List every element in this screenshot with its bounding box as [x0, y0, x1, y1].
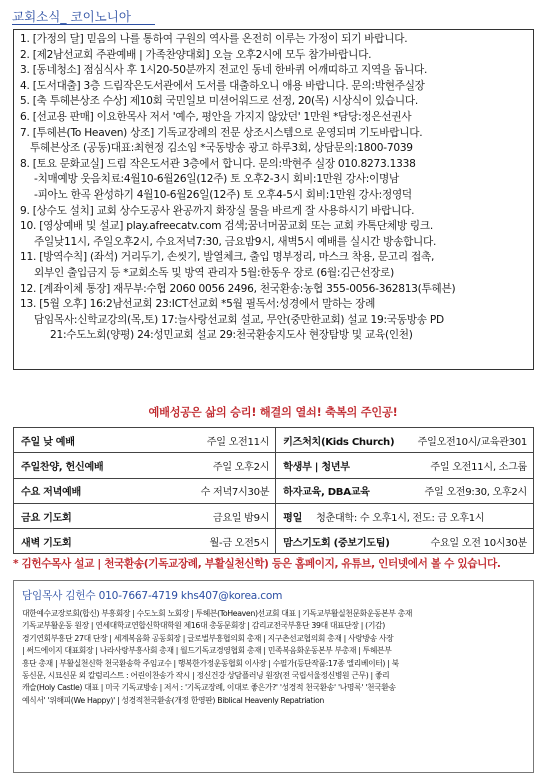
service-time: 금요일 밤9시 — [212, 512, 270, 524]
service-schedule-table — [13, 427, 534, 554]
service-time: 주일 오전11시, 소그룹 — [430, 461, 527, 473]
news-item: -피아노 한곡 완성하기 4월10-6월26일(12주) 토 오후4-5시 회비:1만원 강사:정영덕 — [34, 188, 412, 201]
service-time: 수 저녁7시30분 — [200, 487, 270, 499]
service-name: 주일찬양, 헌신예배 — [21, 461, 104, 473]
service-name: 수요 저녁예배 — [21, 487, 81, 499]
news-item: 7. [투헤븐(To Heaven) 상조] 기독교장례의 전문 상조시스템으로 운영되며 기도바랍니다. — [20, 126, 423, 139]
news-item: 외부인 출입금지 등 *교회소독 및 방역 관리자 5월:한동우 장로 (6월:김근선장로) — [34, 266, 394, 279]
pastor-bio-line: 캐슬(Holy Castle) 대표 | 미국 기독교방송 | 저서 : '기독교장례, 이대로 좋은가?' '성경적 천국환송' '나명록' '천국환송 — [22, 683, 396, 693]
news-item: 13. [5월 오후] 16:2남선교회 23:ICT선교회 *5월 필독서:성경에서 말하는 장례 — [20, 298, 376, 311]
service-name: 평일 — [283, 512, 303, 524]
section-title: 교회소식_ 코이노니아 — [12, 9, 131, 24]
pastor-bio-line: 흥단 총재 | 부활실천신학 천국환송학 주임교수 | 행복한가정운동협회 이사장 | 수필가(등단작품:17종 엘리베이터) | 북 — [22, 658, 399, 668]
service-name: 맘스기도회 (중보기도팀) — [283, 537, 390, 549]
service-name: 하자교육, DBA교육 — [283, 487, 370, 499]
news-item: 11. [방역수칙] (좌석) 거리두기, 손씻기, 발열체크, 출입 명부정리, 마스크 착용, 문고리 접촉, — [20, 251, 435, 264]
news-item: 담임목사:신학교강의(목,토) 17:늘사랑선교회 설교, 무안(중만한교회) 설교 19:국동방송 PD — [34, 313, 444, 326]
pastor-bio-line: 경기연회부흥단 27대 단장 | 세계복음화 공동회장 | 글로벌부흥협의회 총재 | 지구촌선교협의회 총재 | 사랑방송 사장 — [22, 633, 394, 643]
sermon-notice: * 김헌수목사 설교 | 천국환송(기독교장례, 부활실천신학) 등은 홈페이지, 유튜브, 인터넷에서 볼 수 있습니다. — [13, 558, 501, 570]
news-item: 3. [동네청소] 점심식사 후 1시20-50분까지 전교인 동네 한바퀴 어깨띠하고 지역을 돕니다. — [20, 64, 428, 77]
service-name: 학생부 | 청년부 — [283, 461, 350, 473]
news-item: -치매예방 웃음치료:4월10-6월26일(12주) 토 오후2-3시 회비:1만원 강사:이명남 — [34, 173, 400, 186]
news-item: 12. [계좌이체 통장] 재무부:수협 2060 0056 2496, 천국환송:농협 355-0056-362813(투헤븐) — [20, 282, 456, 295]
pastor-contact: 담임목사 김헌수 010-7667-4719 khs407@korea.com — [22, 590, 283, 602]
news-item: 주일낮11시, 주일오후2시, 수요저녁7:30, 금요밤9시, 새벽5시 예배를 실시간 방송합니다. — [34, 235, 437, 248]
pastor-bio-line: 기독교부활운동 원장 | 연세대학교연합신학대학원 제16대 총동문회장 | 감리교전국부흥단 39대 대표단장 | (기감) — [22, 621, 385, 631]
title-underline — [12, 24, 155, 25]
service-time: 청춘대학: 수 오후1시, 전도: 금 오후1시 — [316, 512, 485, 524]
service-name: 키즈처치(Kids Church) — [283, 436, 395, 448]
service-time: 주일 오후2시 — [212, 461, 270, 473]
news-item: 투헤븐상조 (공동)대표:최현정 김소임 *국동방송 광고 하루3회, 상담문의:1800-7039 — [30, 142, 413, 155]
service-name: 새벽 기도회 — [21, 537, 72, 549]
slogan: 예배성공은 삶의 승리! 해결의 열쇠! 축복의 주인공! — [148, 406, 398, 419]
service-name: 주일 낮 예배 — [21, 436, 75, 448]
table-row — [14, 428, 534, 453]
pastor-bio-line: 대한예수교장로회(합신) 부흥회장 | 수도노회 노회장 | 투헤븐(ToHeaven)선교회 대표 | 기독교부활실천문화운동본부 총재 — [22, 609, 413, 618]
pastor-bio-line: | 써드에이지 대표회장 | 나라사랑부흥사회 총재 | 월드기독교경영협회 총재 | 민족복음화운동본부 부총재 | 투헤븐부 — [22, 646, 392, 656]
table-row — [14, 503, 534, 528]
pastor-bio-line: 예식서' '위해피(We Happy)' | 성경적천국환송(개정 한영판) Biblical Heavenly Repatriation — [22, 695, 325, 705]
pastor-profile-box — [13, 580, 534, 773]
table-row — [14, 453, 534, 478]
news-item: 4. [도서대출] 3층 드림작은도서관에서 도서를 대출하오니 애용 바랍니다. 문의:박현주실장 — [20, 79, 425, 92]
news-item: 2. [제2남선교회 주관예배 | 가족찬양대회] 오늘 오후2시에 모두 참가바랍니다. — [20, 48, 372, 61]
news-item: 1. [가정의 달] 믿음의 나를 통하여 구원의 역사를 온전히 이루는 가정이 되기 바랍니다. — [20, 33, 408, 45]
service-time: 월-금 오전5시 — [209, 537, 270, 549]
news-item: 9. [상수도 설치] 교회 상수도공사 완공까지 화장실 물을 바르게 잘 사용하시기 바랍니다. — [20, 204, 415, 217]
news-item: 5. [축 투헤븐상조 수상] 제10회 국민일보 미션어워드로 선정, 20(목) 시상식이 있습니다. — [20, 95, 418, 108]
table-row — [14, 478, 534, 503]
news-item: 10. [영상예배 및 설교] play.afreecatv.com 검색;꿈너머꿈교회 또는 교회 카톡단체방 링크. — [20, 220, 434, 233]
service-time: 주일 오전9:30, 오후2시 — [424, 487, 527, 499]
pastor-bio-line: 동신문, 시묘신문 외 칼럼리스트 : 어린이찬송가 작시 | 정신건강 상담플러닝 원장(전 국립서울정신병원 근무) | 좋리 — [22, 671, 390, 681]
service-time: 주일오전10시/교육관301 — [417, 436, 527, 448]
service-time: 주일 오전11시 — [206, 436, 270, 448]
church-news-box — [13, 29, 534, 370]
table-row — [14, 529, 534, 554]
news-item: 6. [선교용 판매] 이요한목사 저서 '예수, 평안을 가지지 않았던' 1만원 *담당:정은선권사 — [20, 110, 412, 123]
news-item: 8. [토요 문화교실] 드림 작은도서관 3층에서 합니다. 문의:박현주 실장 010.8273.1338 — [20, 157, 416, 170]
service-name: 금요 기도회 — [21, 512, 72, 524]
news-item: 21:수도노회(양평) 24:성민교회 설교 29:천국환송지도사 현장탐방 및 교육(인천) — [50, 329, 413, 342]
service-time: 수요일 오전 10시30분 — [430, 537, 527, 549]
